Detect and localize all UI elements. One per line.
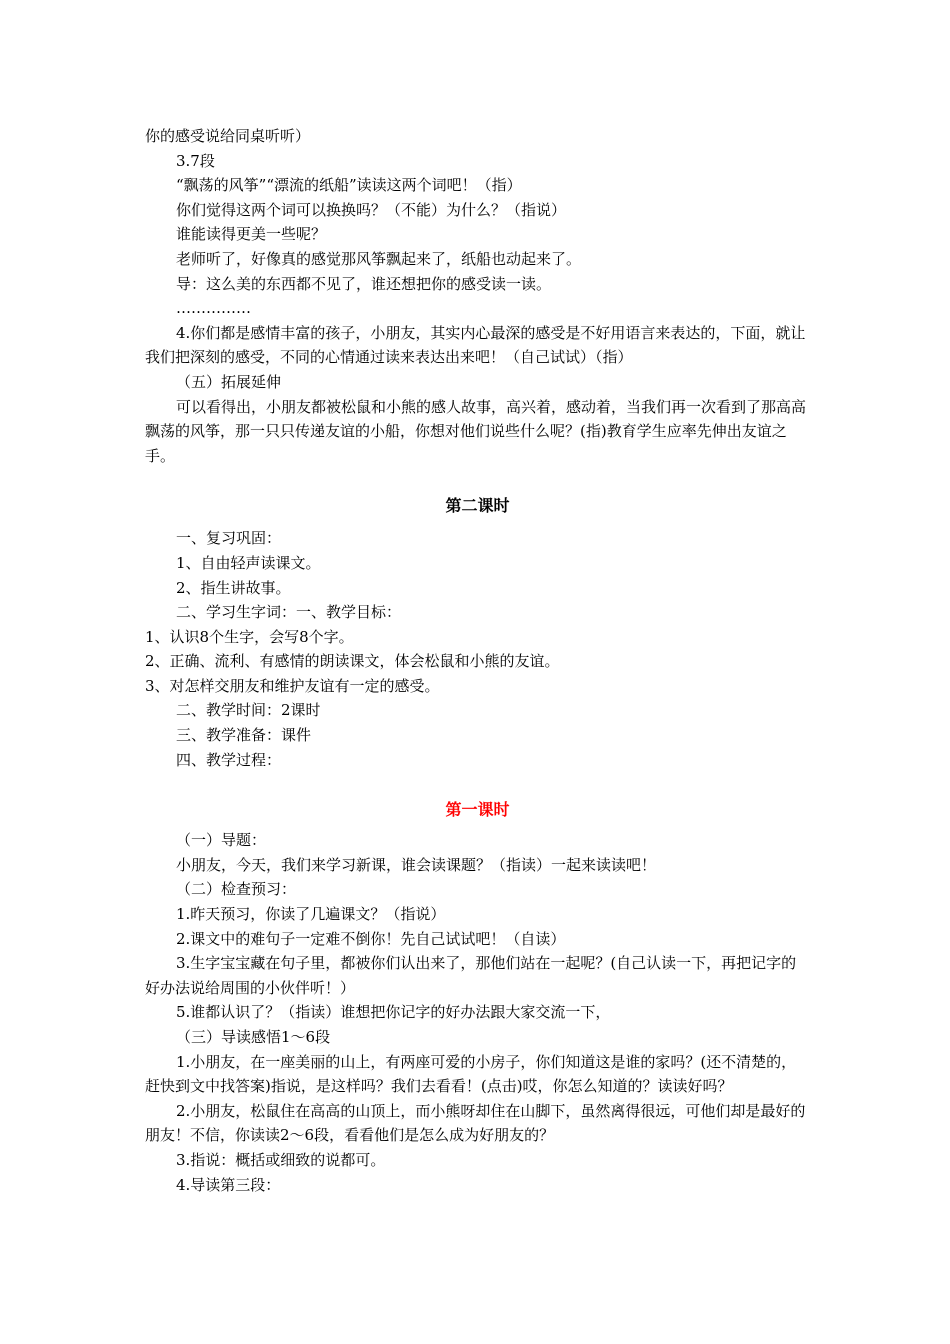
paragraph: 2、指生讲故事。: [176, 578, 291, 597]
paragraph: 1.小朋友，在一座美丽的山上，有两座可爱的小房子，你们知道这是谁的家吗？(还不清楚的，赶快到文中找答案)指说，是这样吗？我们去看看！(点击)哎，你怎么知道的？读读好吗？: [145, 1052, 797, 1096]
paragraph: 3.7段: [176, 151, 215, 170]
paragraph: 4.导读第三段：: [176, 1175, 281, 1194]
section-a: [145, 124, 810, 468]
paragraph: 二、教学时间：2课时: [176, 701, 321, 720]
paragraph: 你的感受说给同桌听听）: [145, 127, 311, 145]
paragraph: 小朋友，今天，我们来学习新课，谁会读课题？（指读）一起来读读吧！: [176, 855, 657, 874]
section-heading-red: 第一课时: [445, 800, 510, 820]
list-item: 3、对怎样交朋友和维护友谊有一定的感受。: [145, 676, 440, 695]
paragraph: （二）检查预习：: [176, 880, 297, 899]
paragraph: （三）导读感悟1～6段: [176, 1028, 331, 1046]
paragraph: 谁能读得更美一些呢？: [176, 225, 327, 244]
paragraph: 可以看得出，小朋友都被松鼠和小熊的感人故事，高兴着，感动着，当我们再一次看到了那高高飘荡的风筝，那一只只传递友谊的小船，你想对他们说些什么呢？(指)教育学生应率先伸出友谊之手。: [145, 397, 807, 465]
paragraph: 三、教学准备：课件: [176, 726, 312, 745]
paragraph: （五）拓展延伸: [176, 372, 282, 391]
paragraph: 2.小朋友，松鼠住在高高的山顶上，而小熊呀却住在山脚下，虽然离得很远，可他们却是最好的朋友！不信，你读读2～6段，看看他们是怎么成为好朋友的？: [145, 1101, 806, 1145]
section-b: [145, 526, 810, 772]
list-item: 1、认识8个生字，会写8个字。: [145, 627, 354, 646]
paragraph: 2.课文中的难句子一定难不倒你！先自己试试吧！（自读）: [176, 929, 566, 948]
paragraph: 3.生字宝宝藏在句子里，都被你们认出来了，那他们站在一起呢？(自己认读一下，再把记字的好办法说给周围的小伙伴听！）: [145, 954, 797, 997]
paragraph: 5.谁都认识了？（指读）谁想把你记字的好办法跟大家交流一下，: [176, 1003, 611, 1022]
document-page: [145, 124, 810, 1197]
paragraph: 一、复习巩固：: [176, 529, 282, 548]
list-item: 2、正确、流利、有感情的朗读课文，体会松鼠和小熊的友谊。: [145, 652, 560, 671]
paragraph: 3.指说：概括或细致的说都可。: [176, 1150, 386, 1169]
paragraph: 四、教学过程：: [176, 750, 282, 769]
paragraph: 你们觉得这两个词可以换换吗？（不能）为什么？（指说）: [176, 200, 567, 219]
paragraph: 1.昨天预习，你读了几遍课文？（指说）: [176, 905, 446, 924]
paragraph: 4.你们都是感情丰富的孩子，小朋友，其实内心最深的感受是不好用语言来表达的，下面，就让我们把深刻的感受，不同的心情通过读来表达出来吧！（自己试试）（指）: [145, 323, 806, 367]
paragraph: 导：这么美的东西都不见了，谁还想把你的感受读一读。: [176, 274, 552, 293]
paragraph: 二、学习生字词：一、教学目标：: [176, 603, 402, 622]
paragraph: “飘荡的风筝”“漂流的纸船”读读这两个词吧！（指）: [176, 176, 522, 195]
section-heading: 第二课时: [445, 496, 510, 516]
paragraph: （一）导题：: [176, 831, 267, 850]
paragraph: 老师听了，好像真的感觉那风筝飘起来了，纸船也动起来了。: [176, 249, 582, 268]
section-c: [145, 828, 810, 1197]
paragraph: ……………: [176, 299, 251, 318]
paragraph: 1、自由轻声读课文。: [176, 553, 321, 572]
